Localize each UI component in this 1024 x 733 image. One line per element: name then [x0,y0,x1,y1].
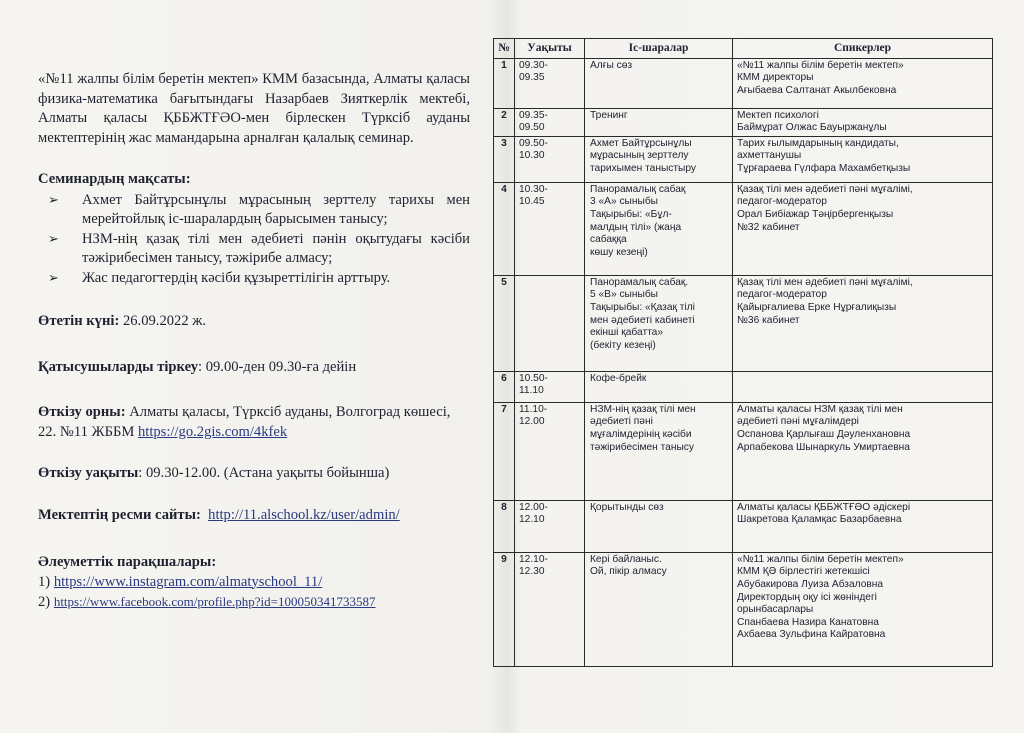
header-time: Уақыты [515,39,585,59]
row-speaker: Мектеп психологі Баймұрат Олжас Бауыржанұлы [733,108,993,136]
goal-item: ➢ Жас педагогтердің кәсіби құзыреттілігін арттыру. [38,269,470,289]
row-speaker [733,371,993,402]
social-title: Әлеуметтік парақшалары: [38,554,217,570]
row-time: 11.10- 12.00 [515,402,585,500]
table-row [494,136,993,182]
table-row [494,500,993,552]
goal-item: ➢ НЗМ-нің қазақ тілі мен әдебиеті пәнін оқытудағы кәсіби тәжірибесімен танысу, тәжірибе алмасу; [48,230,470,266]
row-event: Кері байланыс. Ой, пікір алмасу [585,552,733,666]
date-value: 26.09.2022 ж. [119,313,207,329]
table-row [494,108,993,136]
social-link-row: 2) https://www.facebook.com/profile.php?id=100050341733587 [38,594,376,610]
intro-paragraph: «№11 жалпы білім беретін мектеп» КММ базасында, Алматы қаласы физика-математика бағытындағы Назарбаев Зияткерлік мектебі, Алматы қаласы ҚББЖТҒӘО-мен бірлескен Түрксіб ауданы мектептерінің жас мамандарына арналған қалалық семинар. [38,71,470,146]
table-body [494,58,993,666]
social-link-row: 1) https://www.instagram.com/almatyschool_11/ [38,573,323,590]
row-time: 09.35- 09.50 [515,108,585,136]
info-column [38,70,470,613]
row-num: 4 [494,182,515,275]
row-event: Алғы сөз [585,58,733,108]
time-value: : 09.30-12.00. (Астана уақыты бойынша) [138,465,390,481]
row-event: Кофе-брейк [585,371,733,402]
row-num: 7 [494,402,515,500]
website-link[interactable]: http://11.alschool.kz/user/admin/ [208,506,400,523]
table-row [494,402,993,500]
venue-label: Өткізу орны: [38,404,126,420]
instagram-link[interactable]: https://www.instagram.com/almatyschool_11/ [53,573,323,590]
time-label: Өткізу уақыты [38,465,139,481]
row-event: Тренинг [585,108,733,136]
goal-item: ➢ Ахмет Байтұрсынұлы мұрасының зерттелу тарихы мен мерейтойлық іс-шаралардың барысымен танысу; [48,191,470,227]
row-num: 5 [494,275,515,371]
social-section [38,553,470,613]
row-speaker: Алматы қаласы НЗМ қазақ тілі мен әдебиеті пәні мұғалімдері Оспанова Қарлығаш Дәуленхановна Арпабекова Шынаркуль Умиртаевна [733,402,993,500]
arrow-bullet-icon: ➢ [48,231,59,247]
row-speaker: «№11 жалпы білім беретін мектеп» КММ ҚӘ бірлестігі жетекшісі Абубакирова Луиза Абзаловна Директордың оқу ісі жөніндегі орынбасарлары Спанбаева Назира Канатовна Ахбаева Зульфина Кайратовна [733,552,993,666]
row-event: Панорамалық сабақ. 5 «В» сыныбы Тақырыбы: «Қазақ тілі мен әдебиеті кабинеті екінші қабатта» (бекіту кезеңі) [585,275,733,371]
date-field [38,312,470,332]
header-speaker: Спикерлер [733,39,993,59]
time-field [38,464,470,484]
row-time: 10.50- 11.10 [515,371,585,402]
website-label: Мектептің ресми сайты: [38,506,201,523]
table-row [494,371,993,402]
website-field [38,506,470,526]
row-time: 10.30- 10.45 [515,182,585,275]
registration-label: Қатысушыларды тіркеу [38,358,198,375]
row-event: Ахмет Байтұрсынұлы мұрасының зерттелу тарихымен таныстыру [585,136,733,182]
header-num: № [494,39,515,59]
table-row [494,182,993,275]
row-num: 2 [494,108,515,136]
map-link[interactable]: https://go.2gis.com/4kfek [137,423,288,440]
row-speaker: Алматы қаласы ҚББЖТҒӘО әдіскері Шакретова Қаламқас Базарбаевна [733,500,993,552]
row-num: 6 [494,371,515,402]
row-event: НЗМ-нің қазақ тілі мен әдебиеті пәні мұғалімдерінің кәсіби тәжірибесімен танысу [585,402,733,500]
row-time: 12.10- 12.30 [515,552,585,666]
arrow-bullet-icon: ➢ [48,192,59,208]
date-label: Өтетін күні: [38,313,120,329]
row-event: Панорамалық сабақ 3 «А» сыныбы Тақырыбы: «Бұл- малдың тілі» (жаңа сабаққа көшу кезеңі) [585,182,733,275]
row-speaker: «№11 жалпы білім беретін мектеп» КММ директоры Ағыбаева Салтанат Акылбековна [733,58,993,108]
row-time: 09.30- 09.35 [515,58,585,108]
row-speaker: Қазақ тілі мен әдебиеті пәні мұғалімі, педагог-модератор Қайырғалиева Ерке Нұрғалиқызы №36 кабинет [733,275,993,371]
venue-field [38,403,470,442]
registration-value: : 09.00-ден 09.30-ға дейін [198,358,357,375]
table-row [494,275,993,371]
arrow-bullet-icon: ➢ [48,270,59,286]
row-speaker: Қазақ тілі мен әдебиеті пәні мұғалімі, педагог-модератор Орал Бибіажар Тәңірбергенқызы №32 кабинет [733,182,993,275]
row-time: 12.00- 12.10 [515,500,585,552]
header-event: Іс-шаралар [585,39,733,59]
table-header-row [494,39,993,59]
facebook-link[interactable]: https://www.facebook.com/profile.php?id=100050341733587 [53,594,376,609]
schedule-table [493,38,993,667]
row-num: 8 [494,500,515,552]
row-time [515,275,585,371]
row-num: 9 [494,552,515,666]
table-row [494,552,993,666]
venue-value: Алматы қаласы, Түрксіб ауданы, Волгоград көшесі, 22. №11 ЖББМ [38,404,451,440]
row-num: 1 [494,58,515,108]
goals-title: Семинардың мақсаты: [38,171,191,187]
registration-field [38,358,470,378]
row-time: 09.50- 10.30 [515,136,585,182]
row-speaker: Тарих ғылымдарының кандидаты, ахметтанушы Тұрғараева Гүлфара Махамбетқызы [733,136,993,182]
row-num: 3 [494,136,515,182]
goals-list [38,191,470,289]
row-event: Қорытынды сөз [585,500,733,552]
table-row [494,58,993,108]
